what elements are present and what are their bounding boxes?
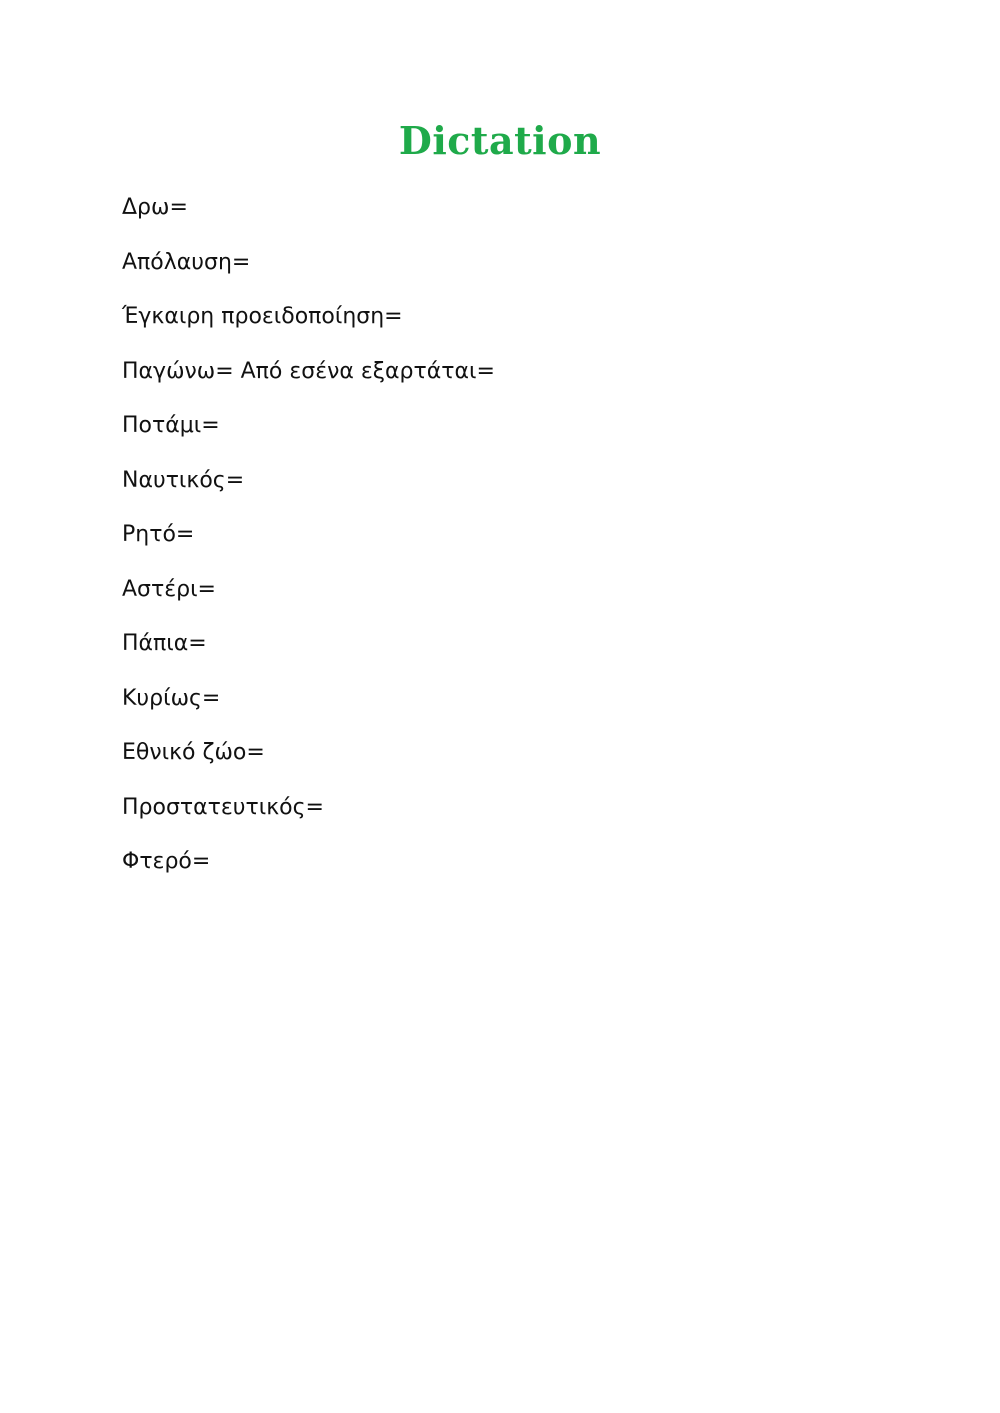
list-item: Φτερό=: [122, 849, 211, 874]
list-item: Αστέρι=: [122, 576, 216, 602]
list-item: Παγώνω= Από εσένα εξαρτάται=: [122, 358, 495, 384]
list-item: Κυρίως=: [122, 685, 221, 711]
list-item: Δρω=: [122, 195, 188, 220]
list-item: Ναυτικός=: [122, 467, 245, 493]
list-item: Ποτάμι=: [122, 413, 220, 438]
list-item: Πάπια=: [122, 631, 207, 656]
vocabulary-list: [122, 191, 495, 900]
list-item: Προστατευτικός=: [122, 794, 324, 820]
page-title: Dictation: [398, 118, 602, 163]
list-item: Ρητό=: [122, 522, 195, 547]
list-item: Απόλαυση=: [122, 249, 251, 275]
list-item: Έγκαιρη προειδοποίηση=: [122, 304, 403, 329]
list-item: Εθνικό ζώο=: [122, 740, 265, 765]
